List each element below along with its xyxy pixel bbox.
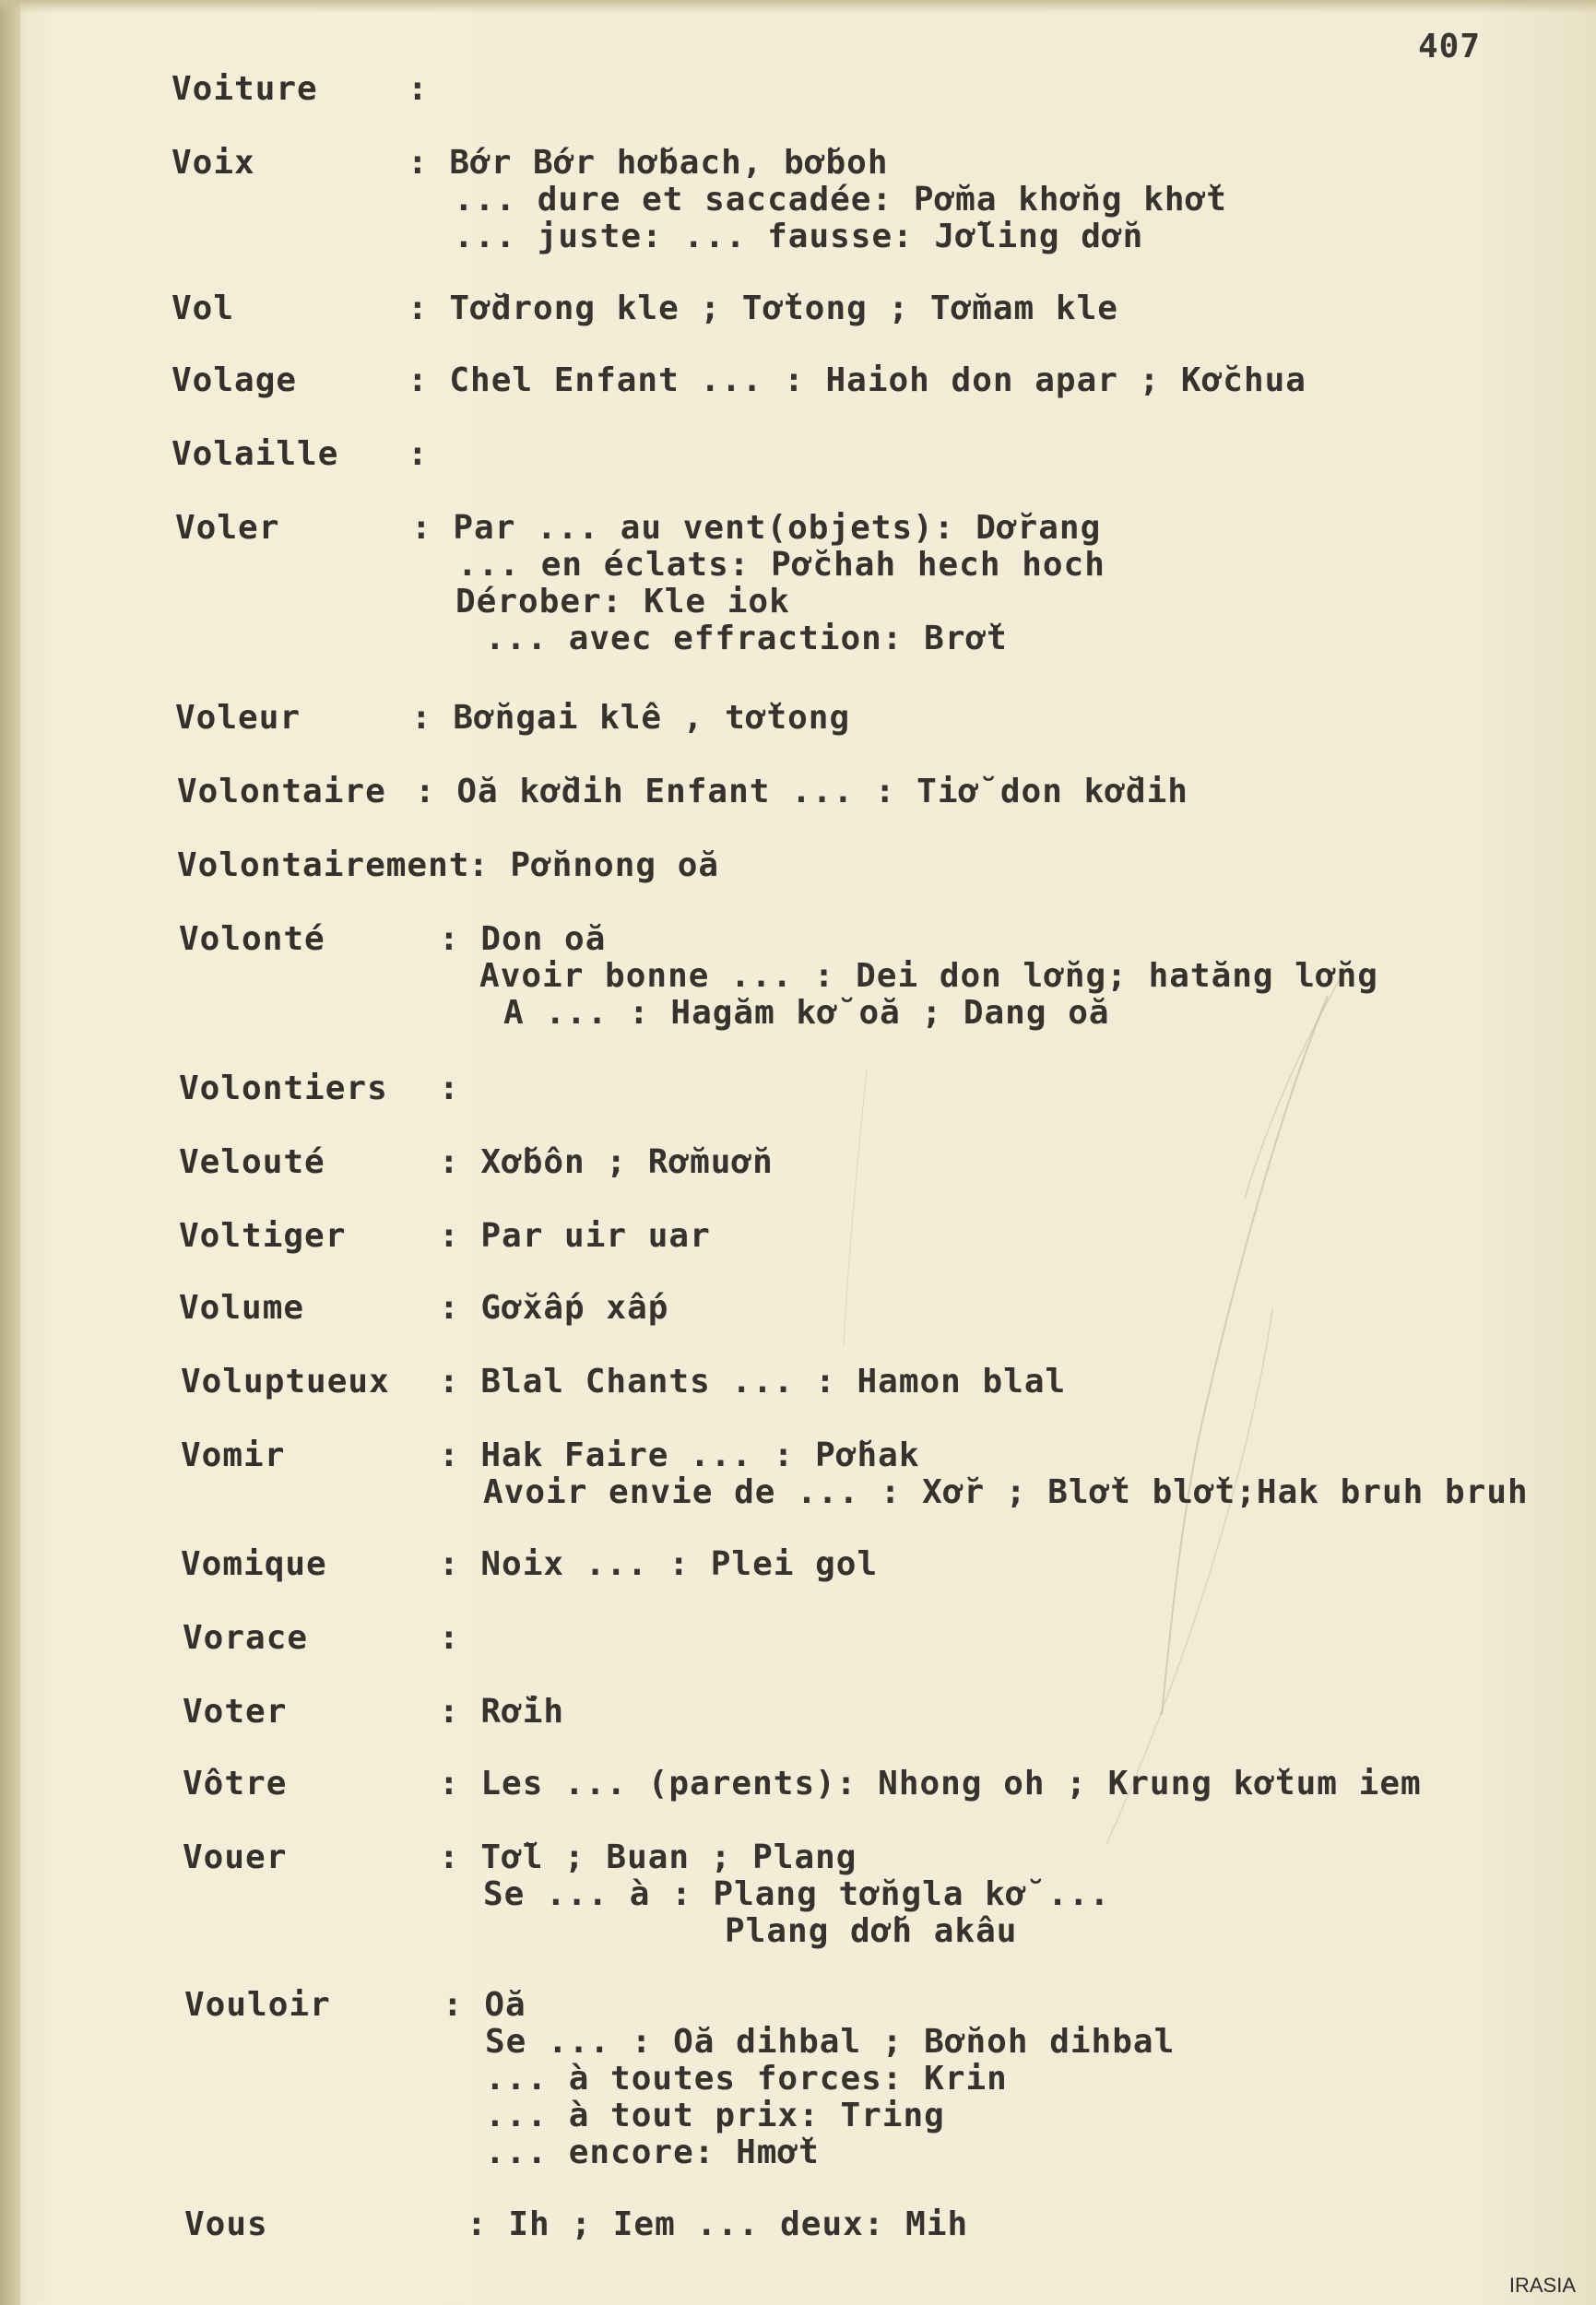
entry-definition-line: : Tơ̆l ; Buan ; Plang [439, 1838, 857, 1876]
entry-definition-line: : Ih ; Iem ... deux: Mih [467, 2205, 969, 2243]
entry-definition-line: Se ... : Oă dihbal ; Bơ̆noh dihbal [485, 2023, 1176, 2061]
entry-definition-line: Avoir bonne ... : Dei don lơ̆ng; hatăng lơ̆ng [479, 957, 1378, 995]
entry-definition-line: ... en éclats: Pơ̆chah hech hoch [457, 546, 1105, 584]
entry-definition-line: ... encore: Hmơ̆t [485, 2134, 820, 2171]
entry-definition-line: : [439, 1070, 460, 1107]
entry-headword: Voiture [171, 70, 318, 108]
entry-headword: Volonté [179, 920, 325, 958]
entry-headword: Voix [171, 144, 255, 182]
entry-headword: Voler [175, 509, 280, 547]
entry-headword: Vouer [183, 1838, 288, 1876]
entry-definition-line: : Oă kơ̆dih Enfant ... : Tiơ̆ don kơ̆dih [415, 773, 1188, 810]
watermark-text: IRASIA [1508, 2274, 1576, 2297]
entry-definition-line: : Hak Faire ... : Pơ̆hak [439, 1436, 920, 1474]
entry-headword: Vorace [183, 1619, 309, 1657]
entry-definition-line: : Les ... (parents): Nhong oh ; Krung kơ̆tum iem [439, 1765, 1422, 1803]
entry-headword: Vomir [181, 1436, 286, 1474]
page-number: 407 [1418, 28, 1482, 65]
entry-headword: Voter [183, 1693, 288, 1731]
entry-headword: Volontiers [179, 1070, 388, 1107]
entry-definition-line: : Oă [443, 1986, 526, 2024]
entry-definition-line: A ... : Hagăm kơ̆ oă ; Dang oă [503, 994, 1110, 1032]
entry-headword: Vous [184, 2205, 268, 2243]
entry-definition-line: : Gơ̆xấp xấp [439, 1289, 669, 1327]
entry-headword: Volage [171, 361, 298, 399]
entry-headword: Vol [171, 290, 235, 327]
entry-headword: Volontaire [177, 773, 386, 810]
entry-headword: Vouloir [184, 1986, 331, 2024]
entry-headword: Volaille [171, 435, 339, 473]
entry-definition-line: : [439, 1619, 460, 1657]
entry-definition-line: : Tơ̆drong kle ; Tơ̆tong ; Tơ̆mam kle [408, 290, 1118, 327]
entry-definition-line: : Par ... au vent(objets): Dơ̆rang [411, 509, 1102, 547]
entry-headword: Volume [179, 1289, 305, 1327]
entry-definition-line: : Don oă [439, 920, 607, 958]
entry-definition-line: Plang dơ̆h akâu [725, 1912, 1018, 1950]
entry-definition-line: ... dure et saccadée: Pơ̆ma khơ̆ng khơ̆t [454, 181, 1227, 219]
entry-definition-line: : [408, 70, 429, 108]
entry-definition-line: ... avec effraction: Brơ̆t [485, 620, 1008, 657]
entry-definition-line: : Bơ̆ngai klê , tơ̆tong [411, 699, 851, 737]
entry-definition-line: : Xơ̆bôn ; Rơ̆muơ̆n [439, 1143, 774, 1181]
entry-definition-line: : Rơ̆ih [439, 1693, 565, 1731]
entry-headword: Voluptueux [181, 1363, 390, 1401]
entry-definition-line: Dérober: Kle iok [455, 583, 790, 621]
entry-definition-line: : Blal Chants ... : Hamon blal [439, 1363, 1067, 1401]
entry-definition-line: ... à tout prix: Tring [485, 2097, 945, 2134]
entry-definition-line: : Chel Enfant ... : Haioh don apar ; Kơ̆chua [408, 361, 1306, 399]
entry-definition-line: ... juste: ... fausse: Jơ̆ling dơ̆n [454, 218, 1144, 255]
entry-headword: Velouté [179, 1143, 325, 1181]
entry-definition-line: : Pơ̆nnong oă [468, 846, 720, 884]
entry-headword: Voleur [175, 699, 301, 737]
entry-definition-line: ... à toutes forces: Krin [485, 2060, 1008, 2098]
entry-headword: Vôtre [183, 1765, 288, 1803]
entry-headword: Volontairement [177, 846, 470, 884]
entry-definition-line: : Noix ... : Plei gol [439, 1545, 879, 1583]
entry-definition-line: : Bớr Bớr hơ̆bach, bơ̆boh [408, 144, 889, 182]
entry-definition-line: : [408, 435, 429, 473]
entry-definition-line: : Par uir uar [439, 1217, 711, 1255]
entry-headword: Vomique [181, 1545, 327, 1583]
entry-definition-line: Se ... à : Plang tơ̆ngla kơ̆ ... [483, 1875, 1111, 1913]
entry-definition-line: Avoir envie de ... : Xơ̆r ; Blơ̆t blơ̆t;Hak bruh bruh [483, 1473, 1529, 1511]
entry-headword: Voltiger [179, 1217, 347, 1255]
